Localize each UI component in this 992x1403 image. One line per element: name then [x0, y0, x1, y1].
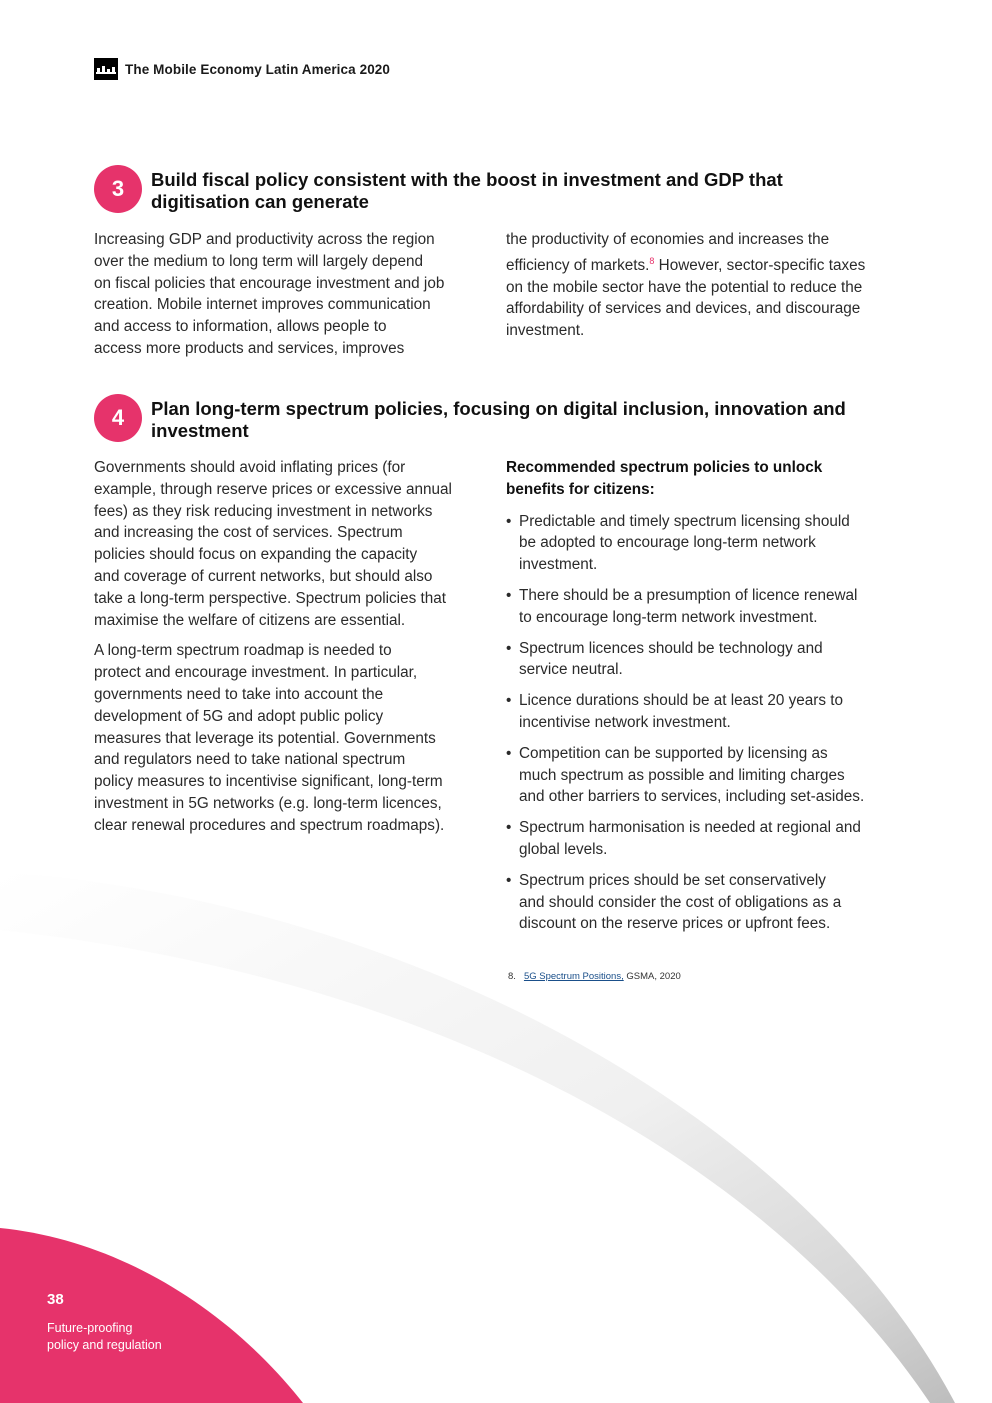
section-title: Build fiscal policy consistent with the boost in investment and GDP that digitisation can generate — [151, 169, 783, 212]
list-item: • There should be a presumption of licence renewal to encourage long-term network investment. — [506, 586, 858, 626]
body-paragraph: A long-term spectrum roadmap is needed to protect and encourage investment. In particular, governments need to take into account the development of 5G and adopt public policy measures that leverage its potential. Governments and regulators need to take national spectrum policy measures to incentivise significant, long-term investment in 5G networks (e.g. long-term licences, clear renewal procedures and spectrum roadmaps). — [94, 642, 445, 834]
chapter-label: Future-proofing policy and regulation — [47, 1321, 162, 1352]
section-3-left-column — [94, 229, 482, 369]
list-item: • Competition can be supported by licensing as much spectrum as possible and limiting charges and other barriers to services, including set-asides. — [506, 744, 865, 806]
section-title: Plan long-term spectrum policies, focusing on digital inclusion, innovation and investment — [151, 398, 846, 441]
list-item: • Licence durations should be at least 20 years to incentivise network investment. — [506, 692, 843, 731]
page-header — [94, 58, 390, 80]
body-paragraph: the productivity of economies and increases the efficiency of markets.$^8$ However, sector-specific taxes on the mobile sector have the potential to reduce the affordability of services and devices, and discourage investment. — [506, 231, 866, 340]
footnote-source: GSMA, 2020 — [623, 971, 681, 982]
page-number: 38 — [47, 1291, 64, 1308]
report-title: The Mobile Economy Latin America 2020 — [125, 61, 391, 77]
section-3-right-column — [506, 229, 906, 351]
footnote-number: 8. — [508, 971, 516, 982]
recommendations-list — [506, 511, 906, 936]
list-item: • Spectrum harmonisation is needed at regional and global levels. — [506, 819, 861, 858]
footnote-reference[interactable]: 8 — [649, 255, 655, 266]
section-number-badge: 3 — [94, 165, 142, 213]
footnote — [508, 971, 681, 982]
body-paragraph: Increasing GDP and productivity across the region over the medium to long term will largely depend on fiscal policies that encourage investment and job creation. Mobile internet improves communication and access to information, allows people to access more products and services, improves — [94, 231, 445, 357]
list-item: • Predictable and timely spectrum licensing should be adopted to encourage long-term network investment. — [506, 512, 850, 574]
body-paragraph: Governments should avoid inflating prices (for example, through reserve prices or excessive annual fees) as they risk reducing investment in networks and increasing the cost of services. Spectrum policies should focus on expanding the capacity and coverage of current networks, but should also take a long-term perspective. Spectrum policies that maximise the welfare of citizens are essential. — [94, 459, 452, 629]
pink-corner — [0, 1228, 303, 1403]
section-number-badge: 4 — [94, 394, 142, 442]
section-4-left-column — [94, 457, 486, 846]
list-item: • Spectrum prices should be set conservatively and should consider the cost of obligations as a discount on the reserve prices or upfront fees. — [506, 871, 842, 933]
section-4-right-column — [506, 457, 906, 944]
footnote-link[interactable]: 5G Spectrum Positions, — [523, 971, 624, 982]
gsma-logo-icon — [94, 58, 118, 80]
list-item: • Spectrum licences should be technology and service neutral. — [506, 639, 823, 679]
recommendations-heading: Recommended spectrum policies to unlock benefits for citizens: — [506, 459, 823, 498]
